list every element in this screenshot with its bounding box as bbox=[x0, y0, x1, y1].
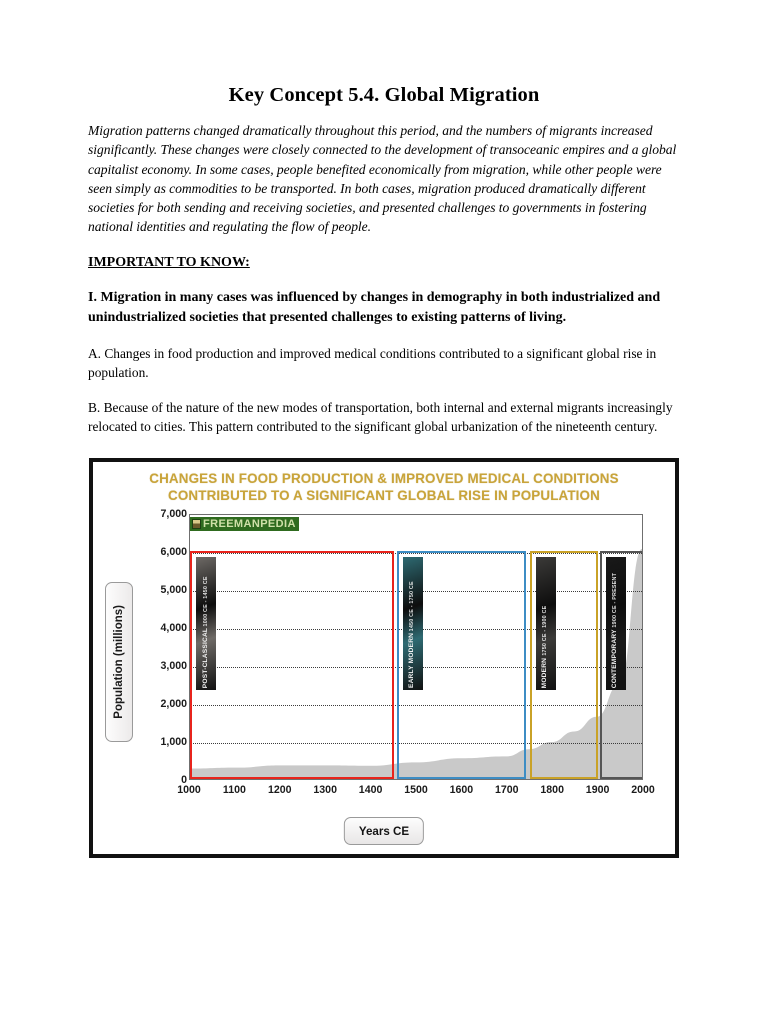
era-date-range: 1000 CE - 1450 CE bbox=[202, 575, 209, 628]
era-box-post-classical bbox=[190, 551, 394, 779]
era-thumbnail bbox=[606, 557, 626, 690]
y-tick-label: 2,000 bbox=[160, 698, 187, 710]
x-tick-label: 1700 bbox=[495, 784, 519, 796]
document-body bbox=[88, 84, 680, 452]
x-tick-label: 1300 bbox=[313, 784, 337, 796]
freemanpedia-watermark bbox=[190, 517, 299, 531]
y-axis-label-box bbox=[105, 582, 133, 742]
x-tick-label: 1000 bbox=[177, 784, 201, 796]
lead-paragraph: Migration patterns changed dramatically throughout this period, and the numbers of migrants increased significantly. These changes were closely connected to the development of transoceanic empires and a global capitalist economy. In some cases, people benefited economically from migration, while other people were seen simply as commodities to be transported. In both cases, migration produced dramatically different societies for both sending and receiving societies, and presented challenges to governments in fostering national identities and regulating the flow of people. bbox=[88, 123, 677, 235]
y-axis-ticks bbox=[137, 508, 187, 786]
era-box-modern bbox=[530, 551, 598, 779]
chart-title: CHANGES IN FOOD PRODUCTION & IMPROVED MEDICAL CONDITIONS CONTRIBUTED TO A SIGNIFICANT GLOBAL RISE IN POPULATION bbox=[149, 471, 619, 504]
population-chart-figure bbox=[89, 458, 679, 858]
x-tick-label: 1400 bbox=[358, 784, 383, 796]
era-label: EARLY MODERN 1450 CE - 1750 CE bbox=[408, 580, 416, 688]
x-tick-label: 2000 bbox=[631, 784, 655, 796]
y-tick-label: 7,000 bbox=[160, 508, 187, 520]
y-tick-label: 0 bbox=[181, 774, 187, 786]
era-label: CONTEMPORARY 1900 CE - PRESENT bbox=[611, 572, 619, 688]
paragraph-b: B. Because of the nature of the new modes of transportation, both internal and external migrants increasingly relocated to cities. This pattern contributed to the significant global urbanization of the nineteenth century. bbox=[88, 399, 673, 434]
y-tick-label: 5,000 bbox=[160, 584, 187, 596]
era-box-early-modern bbox=[397, 551, 526, 779]
book-icon bbox=[192, 519, 201, 529]
y-tick-label: 4,000 bbox=[160, 622, 187, 634]
era-label: POST-CLASSICAL 1000 CE - 1450 CE bbox=[201, 575, 209, 688]
x-tick-label: 1100 bbox=[222, 784, 246, 796]
era-thumbnail bbox=[536, 557, 556, 690]
roman-heading-one: I. Migration in many cases was influenced by changes in demography in both industrialized and unindustrialized societies that presented challenges to existing patterns of living. bbox=[88, 289, 661, 325]
x-tick-label: 1800 bbox=[540, 784, 564, 796]
y-tick-label: 1,000 bbox=[160, 736, 187, 748]
era-date-range: 1450 CE - 1750 CE bbox=[409, 580, 416, 633]
era-thumbnail bbox=[196, 557, 216, 690]
x-tick-label: 1900 bbox=[585, 784, 610, 796]
watermark-label: FREEMANPEDIA bbox=[203, 517, 296, 530]
y-tick-label: 3,000 bbox=[160, 660, 187, 672]
x-axis-label-box bbox=[344, 817, 424, 845]
era-box-contemporary bbox=[600, 551, 643, 779]
plot-area bbox=[189, 514, 643, 780]
era-label: MODERN 1750 CE - 1900 CE bbox=[541, 605, 549, 688]
y-tick-label: 6,000 bbox=[160, 546, 187, 558]
y-axis-label: Population (millions) bbox=[113, 605, 125, 719]
x-tick-label: 1600 bbox=[449, 784, 474, 796]
x-axis-label: Years CE bbox=[358, 825, 410, 838]
era-date-range: 1900 CE - PRESENT bbox=[612, 572, 619, 630]
page-title: Key Concept 5.4. Global Migration bbox=[228, 84, 540, 106]
era-thumbnail bbox=[403, 557, 423, 690]
x-axis-ticks bbox=[177, 784, 655, 806]
era-date-range: 1750 CE - 1900 CE bbox=[542, 605, 549, 658]
paragraph-a: A. Changes in food production and improved medical conditions contributed to a significant global rise in population. bbox=[88, 345, 657, 380]
x-tick-label: 1200 bbox=[268, 784, 292, 796]
x-tick-label: 1500 bbox=[404, 784, 428, 796]
section-heading: IMPORTANT TO KNOW: bbox=[88, 254, 250, 270]
